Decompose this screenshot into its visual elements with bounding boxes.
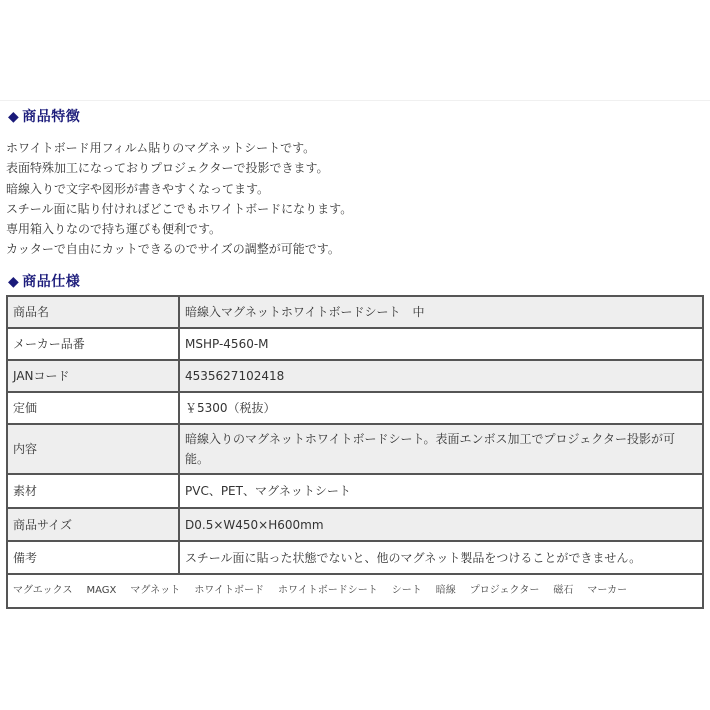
spec-value: 4535627102418: [179, 360, 703, 392]
table-row: [7, 392, 703, 424]
spec-value: PVC、PET、マグネットシート: [179, 474, 703, 508]
feature-line: 表面特殊加工になっておりプロジェクターで投影できます。: [6, 161, 329, 176]
spec-key: 商品名: [7, 296, 179, 328]
spec-value: MSHP-4560-M: [179, 328, 703, 360]
spec-key: 商品サイズ: [7, 508, 179, 541]
tag: ホワイトボードシート: [278, 585, 378, 596]
tag: マーカー: [587, 585, 628, 596]
spec-value: スチール面に貼った状態でないと、他のマグネット製品をつけることができません。: [179, 541, 703, 574]
specs-heading: ◆ 商品仕様: [8, 274, 81, 290]
table-row: [7, 360, 703, 392]
table-row: [7, 296, 703, 328]
tag: MAGX: [86, 585, 117, 596]
tag: シート: [391, 585, 422, 596]
table-row: [7, 541, 703, 574]
specs-table: [6, 295, 704, 609]
feature-line: カッターで自由にカットできるのでサイズの調整が可能です。: [6, 242, 340, 257]
feature-line: 専用箱入りなので持ち運びも便利です。: [6, 222, 222, 237]
spec-value: 暗線入マグネットホワイトボードシート 中: [179, 296, 703, 328]
diamond-icon: ◆: [8, 109, 20, 125]
tag: マグエックス: [13, 585, 73, 596]
diamond-icon: ◆: [8, 274, 20, 290]
feature-line: 暗線入りで文字や図形が書きやすくなってます。: [6, 181, 270, 196]
feature-line: スチール面に貼り付ければどこでもホワイトボードになります。: [6, 201, 353, 216]
spec-key: メーカー品番: [7, 328, 179, 360]
tag: マグネット: [130, 585, 181, 596]
feature-line: ホワイトボード用フィルム貼りのマグネットシートです。: [6, 141, 316, 155]
spec-value: 暗線入りのマグネットホワイトボードシート。表面エンボス加工でプロジェクター投影が可能。: [179, 424, 703, 474]
tags-row: [7, 574, 703, 608]
tag: ホワイトボード: [194, 585, 265, 596]
tag: 暗線: [435, 585, 456, 596]
spec-key: 定価: [7, 392, 179, 424]
tag: プロジェクター: [469, 585, 540, 596]
features-heading: ◆ 商品特徴: [8, 109, 81, 125]
tag: 磁石: [553, 585, 574, 596]
divider: [0, 100, 710, 101]
table-row: [7, 508, 703, 541]
tags-cell: [7, 574, 703, 608]
spec-key: JANコード: [7, 360, 179, 392]
spec-value: ￥5300（税抜）: [179, 392, 703, 424]
spec-value: D0.5×W450×H600mm: [179, 508, 703, 541]
spec-key: 備考: [7, 541, 179, 574]
spec-key: 素材: [7, 474, 179, 508]
spec-key: 内容: [7, 424, 179, 474]
table-row: [7, 474, 703, 508]
table-row: [7, 424, 703, 474]
features-description: [6, 138, 352, 260]
table-row: [7, 328, 703, 360]
